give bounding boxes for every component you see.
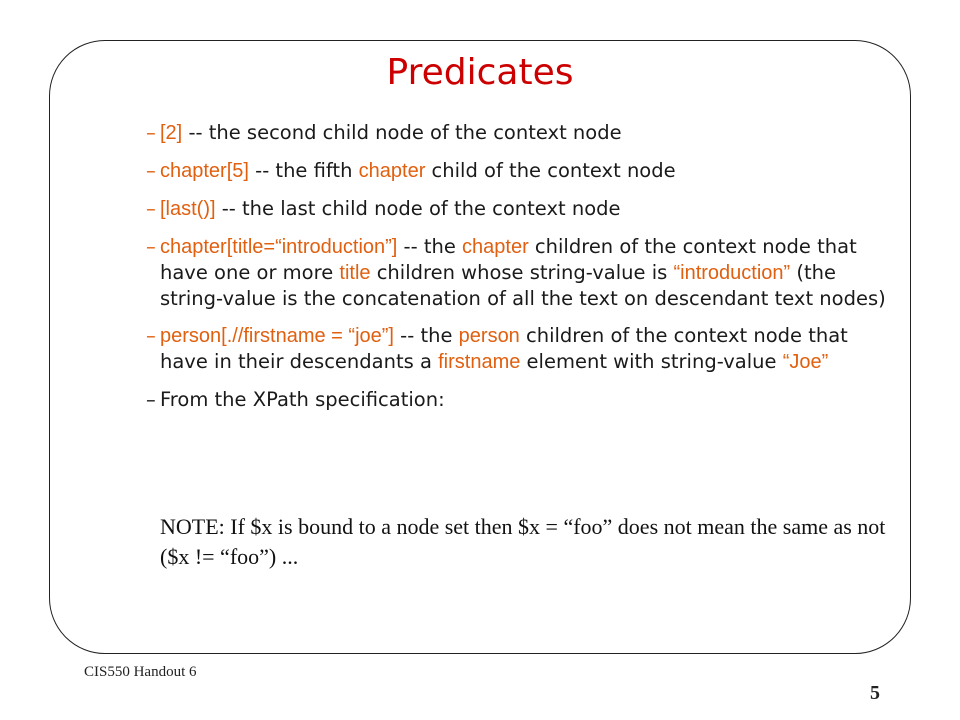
bullet-item [146, 158, 886, 184]
bullet-text: -- the [393, 324, 459, 347]
highlighted-text: chapter [358, 160, 426, 182]
bullet-text: (the string-value is the concatenation of all the text on descendant text nodes) [160, 261, 886, 310]
bullet-dash: – [146, 159, 156, 182]
bullet-item [146, 120, 886, 146]
slide-title: Predicates [386, 52, 574, 93]
bullet-dash: – [146, 388, 156, 411]
bullet-item [146, 387, 886, 412]
bullet-item [146, 234, 886, 311]
bullet-dash: – [146, 197, 156, 220]
note-text: NOTE: If $x is bound to a node set then $x = “foo” does not mean the same as not ($x != “foo”) ... [160, 514, 886, 569]
bullet-dash: – [146, 324, 156, 347]
bullet-text: child of the context node [425, 159, 676, 182]
bullet-text: -- the fifth [248, 159, 359, 182]
bullet-item [146, 196, 886, 222]
bullet-text: children of the context node that have one or more [160, 235, 857, 284]
footer-text: CIS550 Handout 6 [84, 664, 197, 680]
bullet-text: children whose string-value is [370, 261, 674, 284]
bullet-dash: – [146, 235, 156, 258]
highlighted-text: “introduction” [673, 262, 791, 284]
bullet-text: -- the second child node of the context node [182, 121, 622, 144]
highlighted-text: title [339, 262, 371, 284]
highlighted-text: firstname [438, 351, 521, 373]
bullet-text: children of the context node that have in their descendants a [160, 324, 848, 373]
highlighted-text: chapter[title=“introduction”] [160, 236, 398, 258]
page-number: 5 [870, 682, 880, 704]
bullet-list [146, 120, 886, 424]
bullet-text: element with string-value [520, 350, 783, 373]
highlighted-text: chapter[5] [160, 160, 249, 182]
bullet-item [146, 323, 886, 375]
highlighted-text: person [458, 325, 520, 347]
highlighted-text: person[.//firstname = “joe”] [160, 325, 394, 347]
highlighted-text: “Joe” [782, 351, 829, 373]
bullet-text: From the XPath specification: [160, 388, 445, 411]
highlighted-text: chapter [462, 236, 529, 258]
bullet-dash: – [146, 121, 156, 144]
bullet-text: -- the last child node of the context node [215, 197, 621, 220]
highlighted-text: [last()] [160, 198, 216, 220]
bullet-text: -- the [397, 235, 463, 258]
highlighted-text: [2] [160, 122, 183, 144]
